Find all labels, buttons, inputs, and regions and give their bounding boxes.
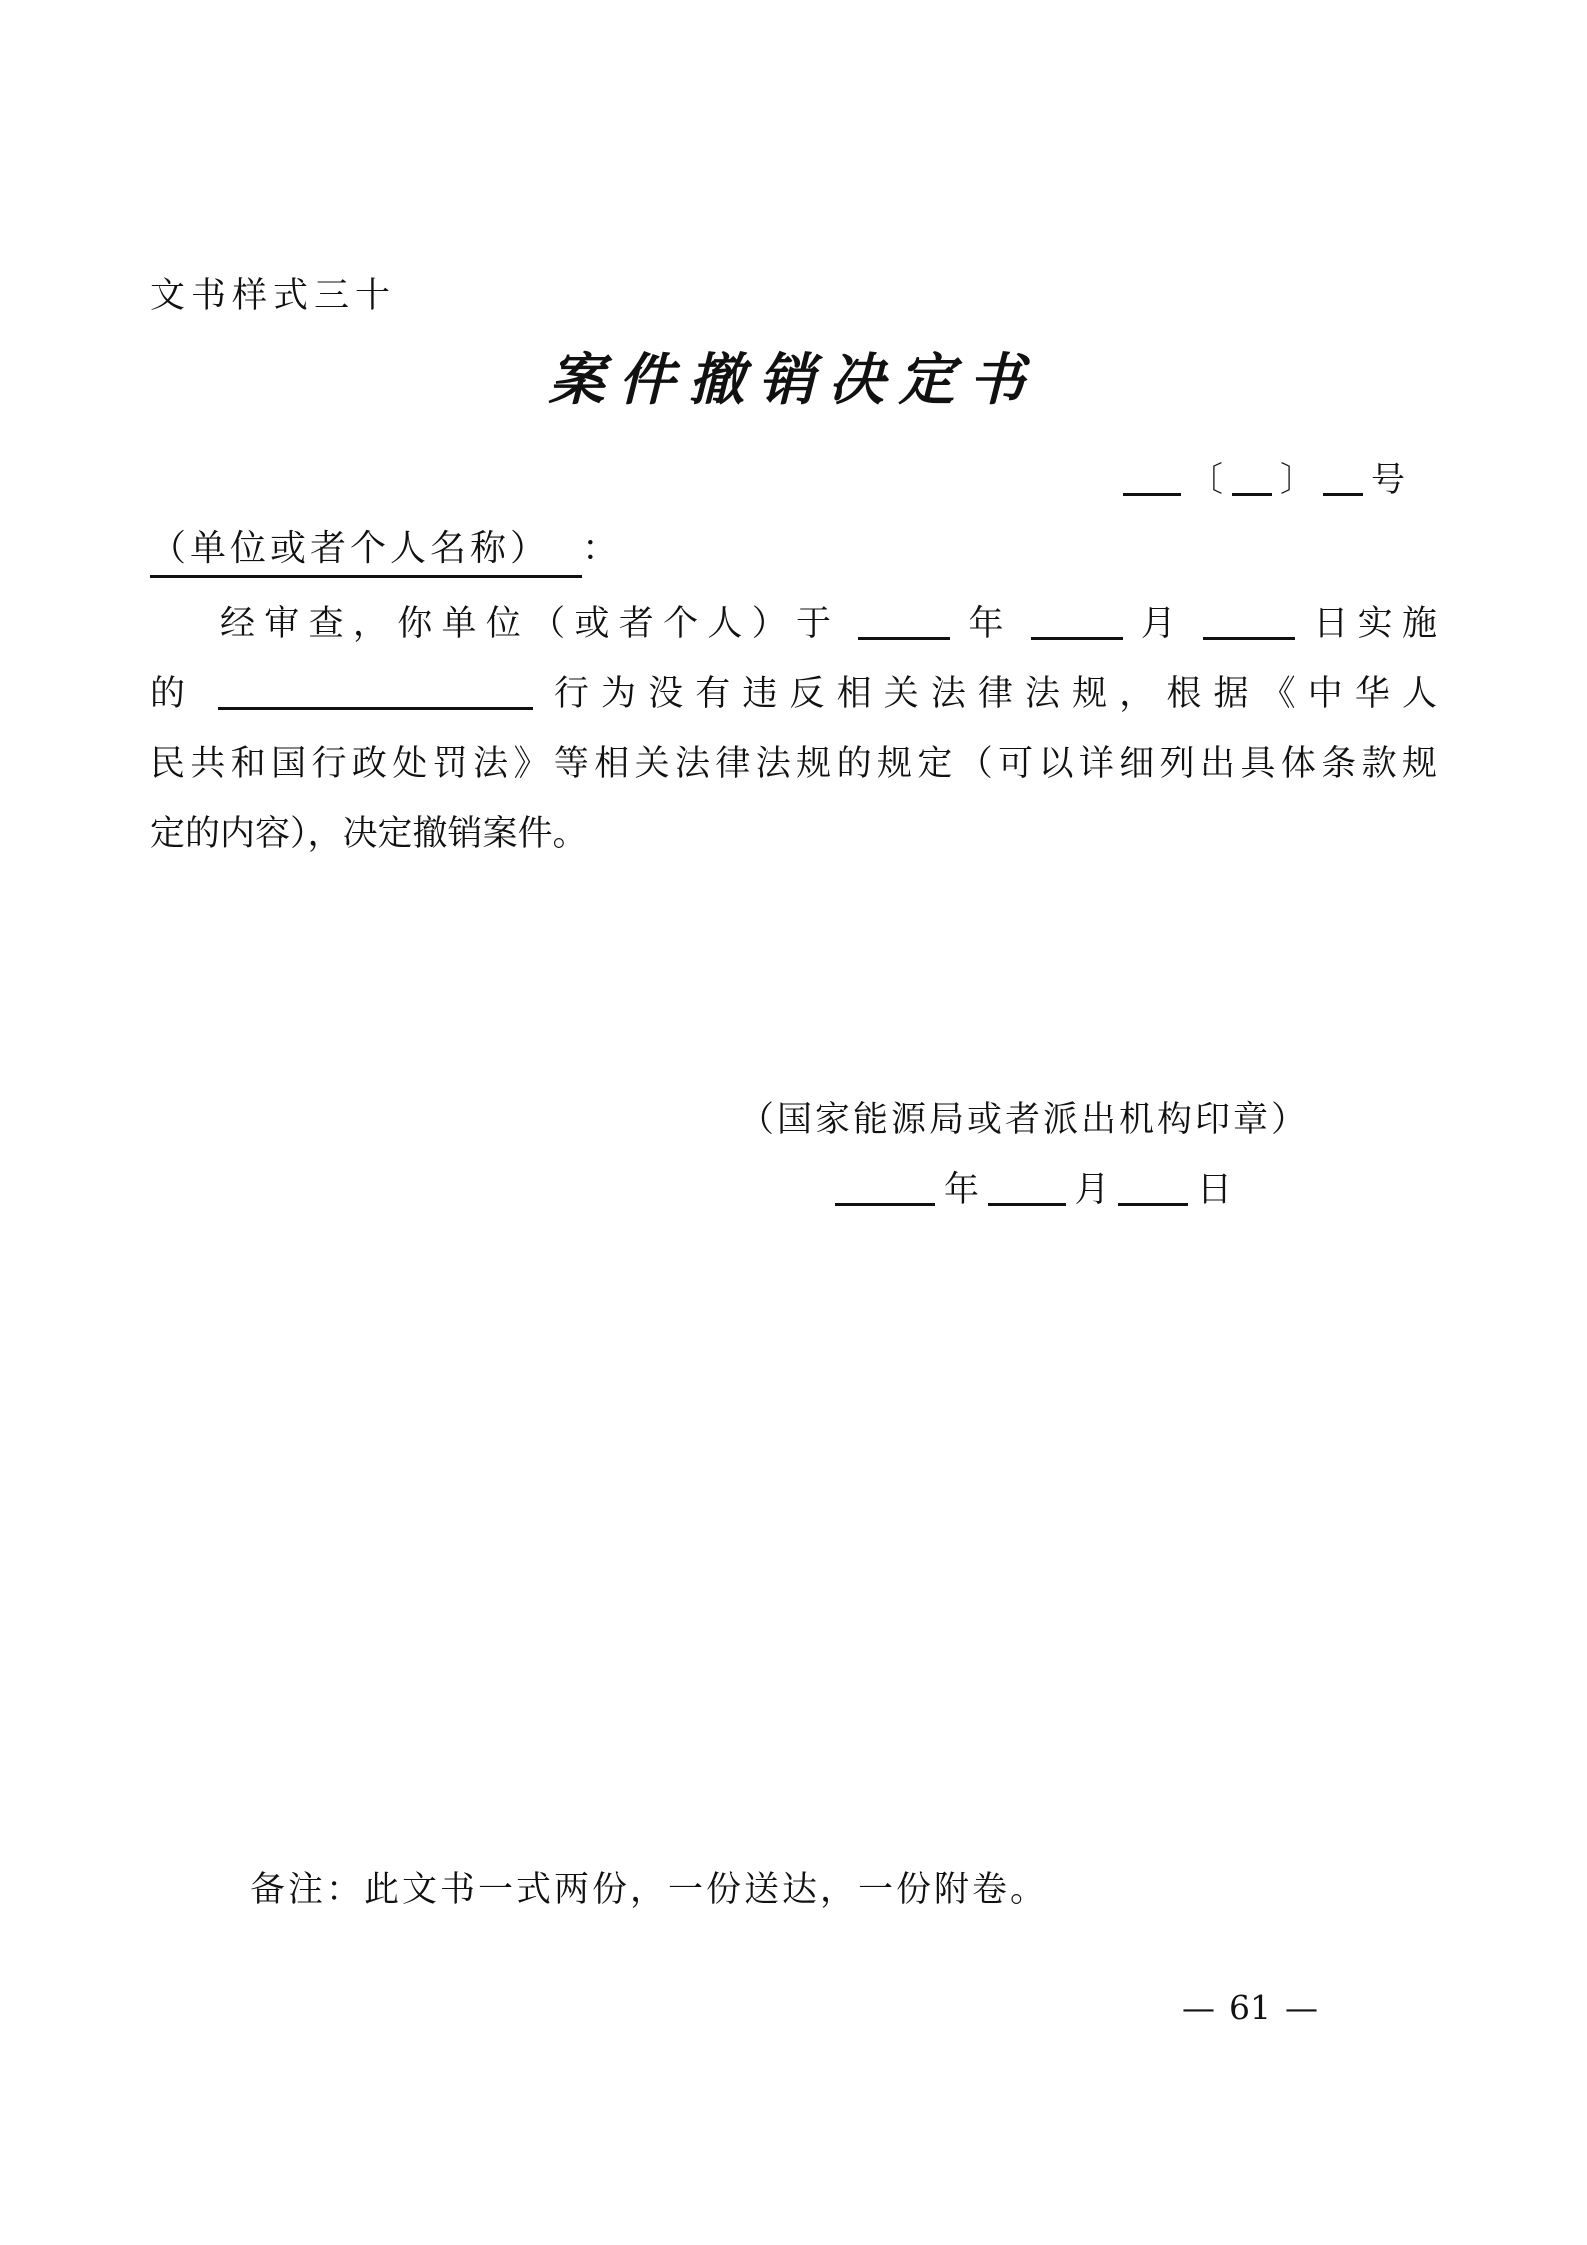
body-line1-text-post: 日实施 [1313,604,1437,643]
date-day-label: 日 [1196,1170,1232,1209]
body-paragraph-line-1 [150,596,1437,646]
date-month-label: 月 [1074,1170,1110,1209]
body-line1-year-label: 年 [968,604,1013,643]
doc-number-blank-serial [1323,464,1363,496]
addressee-name-placeholder: （单位或者个人名称） [150,520,582,578]
body-paragraph-line-4 [150,806,1437,856]
seal-placeholder-text: （国家能源局或者派出机构印章） [738,1100,1309,1139]
body-paragraph-line-2 [150,666,1437,716]
date-blank-month [988,1173,1066,1206]
page-number [1150,1988,1350,2027]
body-line4-text: 定的内容），决定撤销案件。 [150,814,588,853]
body-blank-day [1203,607,1295,640]
doc-number-blank-year [1232,464,1272,496]
doc-number-blank-issuer [1123,464,1181,496]
footer-note: 备注：此文书一式两份，一份送达，一份附卷。 [250,1870,1049,1909]
page-number-dash-right: — [1285,1988,1318,2027]
seal-line [150,1092,1437,1142]
addressee-line [150,520,1437,578]
date-blank-day [1118,1173,1188,1206]
body-blank-month [1031,607,1123,640]
body-line1-text-pre: 经审查，你单位（或者个人）于 [220,604,841,643]
date-year-label: 年 [943,1170,979,1209]
body-paragraph-line-3 [150,736,1437,786]
doc-number-bracket-close: 〕 [1280,462,1314,499]
body-blank-conduct [218,677,533,710]
body-line1-month-label: 月 [1140,604,1186,643]
document-title: 案件撤销决定书 [548,350,1039,412]
doc-number-bracket-open: 〔 [1189,462,1223,499]
body-line2-text-post: 行为没有违反相关法律法规，根据《中华人 [553,674,1437,713]
page-number-value: 61 [1229,1988,1271,2027]
signature-date-inner [835,1170,1232,1209]
signature-date-line [150,1162,1437,1212]
page-number-dash-left: — [1182,1988,1215,2027]
body-blank-year [858,607,950,640]
addressee-colon: ： [582,528,619,568]
body-line3-text: 民共和国行政处罚法》等相关法律法规的规定（可以详细列出具体条款规 [150,744,1437,783]
date-blank-year [835,1173,935,1206]
doc-number-line [150,452,1405,501]
body-line2-text-pre: 的 [150,674,198,713]
document-style-label: 文书样式三十 [150,276,397,315]
doc-number-suffix: 号 [1371,462,1405,499]
